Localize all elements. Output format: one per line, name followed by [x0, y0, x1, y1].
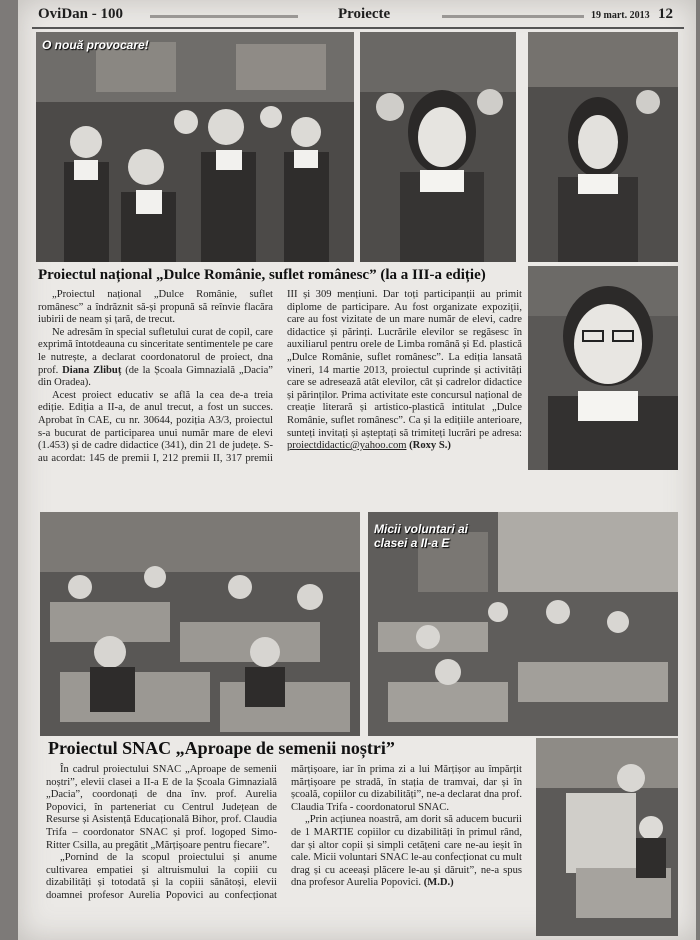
coordinator-name: Diana Zlibuț: [62, 364, 122, 376]
article-1-title: Proiectul național „Dulce Românie, suflet românesc” (la a III-a ediție): [38, 267, 486, 283]
photo-girl-right: [528, 32, 678, 262]
article-2-signature: (M.D.): [423, 877, 454, 889]
newspaper-page: [18, 0, 696, 940]
photo-classroom-left: [40, 512, 360, 736]
article-2-paragraph: „Pornind de la scopul proiectului și anume cultivarea empatiei și altruismului la copiii cu dizabilități și totodată și la copiii sănătoși, elevii doamnei profesor Aurelia Popovici au confecționat mărțișoare, iar în prima zi a lui Mărțișor au împărțit mărțișoare pe stradă, în stația de tramvai, dar și în școală, copiilor cu dizabilități”, ne-a declarat dna prof. Claudia Trifa - coordonatorul SNAC.: [46, 764, 522, 901]
photo-teacher-helping: [536, 738, 678, 936]
photo-girl-center: [360, 32, 516, 262]
header-rule-right: [442, 15, 584, 18]
article-1-paragraph: „Proiectul național „Dulce Românie, suflet românesc” a îndrăznit să-și propună să reînvie flacăra iubirii de neam și țară, de trecut.: [38, 289, 273, 326]
publication-name: OviDan - 100: [38, 6, 124, 22]
article-2-title: Proiectul SNAC „Aproape de semenii noștri”: [48, 738, 395, 758]
article-2-paragraph: „Prin acțiunea noastră, am dorit să aducem bucurii de 1 MARTIE copiilor cu dizabilități în primul rând, dar și altor copii și simpli cetățeni care ne-au ieșit în cale. Micii voluntari SNAC le-au confecționat cu mult drag și cu aceeași plăcere le-au și dăruit”, ne-a spus dna profesor Aurelia Popovici. (M.D.): [291, 814, 522, 889]
article-2-paragraph: În cadrul proiectului SNAC „Aproape de semenii noștri”, elevii clasei a II-a E de la Școala Gimnazială „Dacia”, coordonați de dna înv. prof. Aurelia Popovici, în parteneriat cu Centrul Județean de Resurse și Asistență Educațională Bihor, prof. Claudia Trifa – coordonator SNAC și prof. logoped Simo-Ritter Csilla, au pregătit „Mărțișoare pentru fiecare”.: [46, 764, 277, 851]
header-divider: [32, 27, 684, 29]
section-name: Proiecte: [338, 6, 391, 22]
photo-girl-glasses: [528, 266, 678, 470]
issue-date: 19 mart. 2013: [591, 10, 650, 21]
photo-caption-new-challenge: O nouă provocare!: [42, 38, 149, 52]
photo-students-group: [36, 32, 354, 262]
article-1-body: [38, 289, 522, 501]
header-rule-left: [150, 15, 298, 18]
photo-caption-volunteers: Micii voluntari ai clasei a II-a E: [374, 522, 469, 550]
contact-email-link[interactable]: proiectdidactic@yahoo.com: [287, 440, 407, 452]
page-number: 12: [658, 6, 673, 22]
article-2-body: [46, 764, 522, 936]
article-1-paragraph: Acest proiect educativ se află la cea de-a treia ediție. Ediția a II-a, de anul trecut, a fost un succes. Aprobat în CAE, cu nr. 30644, poziția A3/3, proiectul s-a bucurat de participarea unui număr mare de elevi (1.453) și de cadre didactice (341), din 21 de județe. S-au acordat: 145 de premii I, 212 premii II, 317 premii III și 309 mențiuni. Dar toți participanții au primit diplome de participare. Au fost organizate expoziții, care au fost vizitate de un mare număr de elevi, cadre didactice și părinți. Lucrările elevilor se regăsesc în auxiliarul pentru orele de Limba română și Ed. plastică „Dulce Românie, suflet românesc”. La ediția lansată vineri, 14 martie 2013, proiectul cuprinde și activități care se adresează atât elevilor, cât și cadrelor didactice și părinților. Prima activitate este concursul național de creație literară și artistico-plastică intitulat „Dulce Românie, suflet românesc”. Ca și la edițiile anterioare, sunteți invitați și așteptați să trimiteți lucrări pe adresa: proiectdidactic@yahoo.com (Roxy S.): [38, 289, 522, 464]
article-1-signature: (Roxy S.): [409, 440, 451, 452]
article-1-paragraph: Ne adresăm în special sufletului curat de copil, care exprimă întotdeauna cu sinceritate sentimentele pe care le nutrește, a declarat coordonatorul de proiect, dna prof. Diana Zlibuț (de la Școala Gimnazială „Dacia” din Oradea).: [38, 326, 273, 389]
